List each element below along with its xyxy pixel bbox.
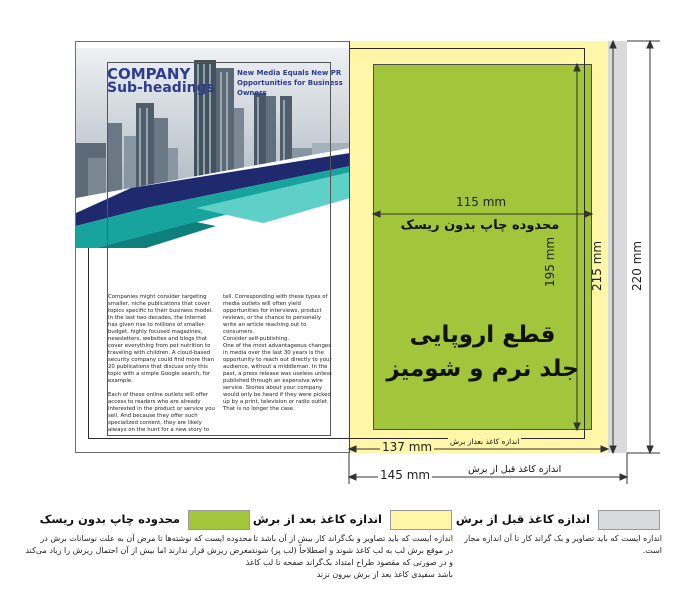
legend-desc-post-trim (235, 533, 453, 581)
cover-subheading: Sub-headings (107, 80, 215, 96)
arrow-head (373, 211, 380, 217)
body-text-line: sell. And because they offer such (108, 413, 198, 419)
legend-desc-line: و در صورتی که مقصود طراح امتداد بک‌گراند صفحه تا لب کاغذ (245, 558, 453, 567)
legend (0, 500, 700, 604)
legend-desc-line: باشد سفیدی کاغذ بعد از برش بیرون نزند (316, 570, 453, 579)
body-text-line: topic with a simple Google search, for (108, 371, 211, 377)
body-text-line: always on the hunt for a new story to (108, 427, 210, 433)
body-text-line: One of the most advantageous changes (223, 343, 332, 349)
body-text-line: up by a print, television or radio outlet. (223, 399, 329, 405)
body-text-line: smaller, niche publications that cover (108, 301, 210, 307)
body-text-line: access to readers who are already (108, 399, 201, 405)
body-text-line: media outlets will often yield (223, 301, 301, 307)
format-title (373, 318, 592, 386)
body-text-line: newsletters, websites and blogs that (108, 336, 208, 342)
arrow-head (610, 41, 616, 48)
headline-line: Opportunities for Business (237, 79, 343, 87)
headline-line: Owners (237, 89, 267, 97)
legend-desc-line: معرض ریزش قرار ندارند اما بیش از آن احتمال ریزش را زیاد می‌کند (25, 546, 252, 555)
arrow-head (620, 474, 627, 480)
arrow-head (601, 446, 608, 452)
body-text-line: service. Stories about your company (223, 385, 323, 391)
body-text-line: traveling with children. A cloud-based (108, 350, 211, 356)
safe-width-label: 115 mm (456, 195, 507, 209)
legend-desc-line: در موقع برش لب به لب کاغذ شوند و اصطلاحاً (لب پر) شوند (251, 546, 453, 555)
body-text-line: topics specific to their business model. (108, 308, 214, 314)
legend-desc-line: محدوده ایست که نوشته‌ها تا مرض آن به علت نوسانات برش در (40, 534, 252, 543)
body-text-line: has given rise to millions of smaller- (108, 322, 206, 328)
trim-width-label: 137 mm (382, 440, 433, 454)
body-text-line: example. (108, 378, 133, 384)
trim-height-label: 215 mm (590, 240, 604, 291)
body-text-line: security company could find more than (108, 357, 214, 363)
body-text-line: budget, highly focused magazines, (108, 329, 203, 335)
body-text-line: reviews, or the chance to personally (223, 315, 322, 321)
arrow-head (647, 446, 653, 453)
body-text-line: That is no longer the case. (223, 406, 295, 412)
body-text-line: Companies might consider targeting (108, 294, 207, 300)
format-line: جلد نرم و شومیز (386, 356, 579, 382)
body-text-line: in media over the last 30 years is the (223, 350, 324, 356)
arrow-head (349, 446, 356, 452)
arrow-head (349, 474, 356, 480)
full-size-label: اندازه کاغذ قبل از برش (468, 464, 562, 475)
body-text-line: Each of these online outlets will offer (108, 392, 208, 398)
trim-size-label: اندازه کاغذ بعداز برش (450, 437, 520, 446)
arrow-head (585, 211, 592, 217)
body-text-line: published through an expensive wire (223, 378, 323, 384)
legend-title-pre-trim: اندازه کاغذ قبل از برش (455, 512, 590, 526)
body-text-line: audience, without a middleman. In the (223, 364, 328, 370)
body-text-line: past, a press release was useless unless (223, 371, 332, 377)
legend-desc-line: اندازه ایست که باید تصاویر و بک گراند کار تا آن اندازه مجاز (464, 534, 662, 543)
legend-desc-safe-area (4, 533, 252, 557)
body-text-line: specialized content, they are likely (108, 420, 202, 426)
body-text-line: Consider self-publishing. (223, 336, 290, 342)
legend-desc-pre-trim (450, 533, 662, 557)
body-text-line: consumers. (223, 329, 255, 335)
format-line: قطع اروپایی (409, 322, 556, 348)
body-text-line: 20 publications that discuss only this (108, 364, 208, 370)
body-text-line: cover everything from pet nutrition to (108, 343, 211, 349)
arrow-head (574, 423, 580, 430)
body-text-line: In the last two decades, the Internet (108, 315, 207, 321)
cover-company-name: COMPANY (107, 65, 191, 83)
full-height-label: 220 mm (630, 240, 644, 291)
legend-title-post-trim: اندازه کاغذ بعد از برش (252, 512, 382, 526)
legend-swatch-safe-area (188, 510, 250, 530)
body-text-line: interested in the product or service you (108, 406, 215, 412)
arrow-head (610, 446, 616, 453)
legend-swatch-post-trim (390, 510, 452, 530)
body-text-line: would only be heard if they were picked (223, 392, 331, 398)
legend-desc-line: اندازه ایست که باید تصاویر و بک‌گراند کار بیش از آن باشد تا (253, 534, 453, 543)
arrow-head (574, 64, 580, 71)
safe-area-label: محدوده چاپ بدون ریسک (400, 218, 560, 233)
legend-swatch-pre-trim (598, 510, 660, 530)
full-width-label: 145 mm (380, 468, 431, 482)
headline-line: New Media Equals New PR (237, 69, 342, 77)
legend-title-safe-area: محدوده چاپ بدون ریسک (39, 512, 180, 526)
body-text-line: opportunities for interviews, product (223, 308, 322, 314)
arrow-head (647, 41, 653, 48)
safe-height-label: 195 mm (543, 236, 557, 287)
body-text-line: tell. Corresponding with these types of (223, 294, 328, 300)
legend-desc-line: است. (642, 546, 662, 555)
body-text-line: write an article reaching out to (223, 322, 307, 328)
body-text-line: opportunity to reach out directly to your (223, 357, 332, 363)
